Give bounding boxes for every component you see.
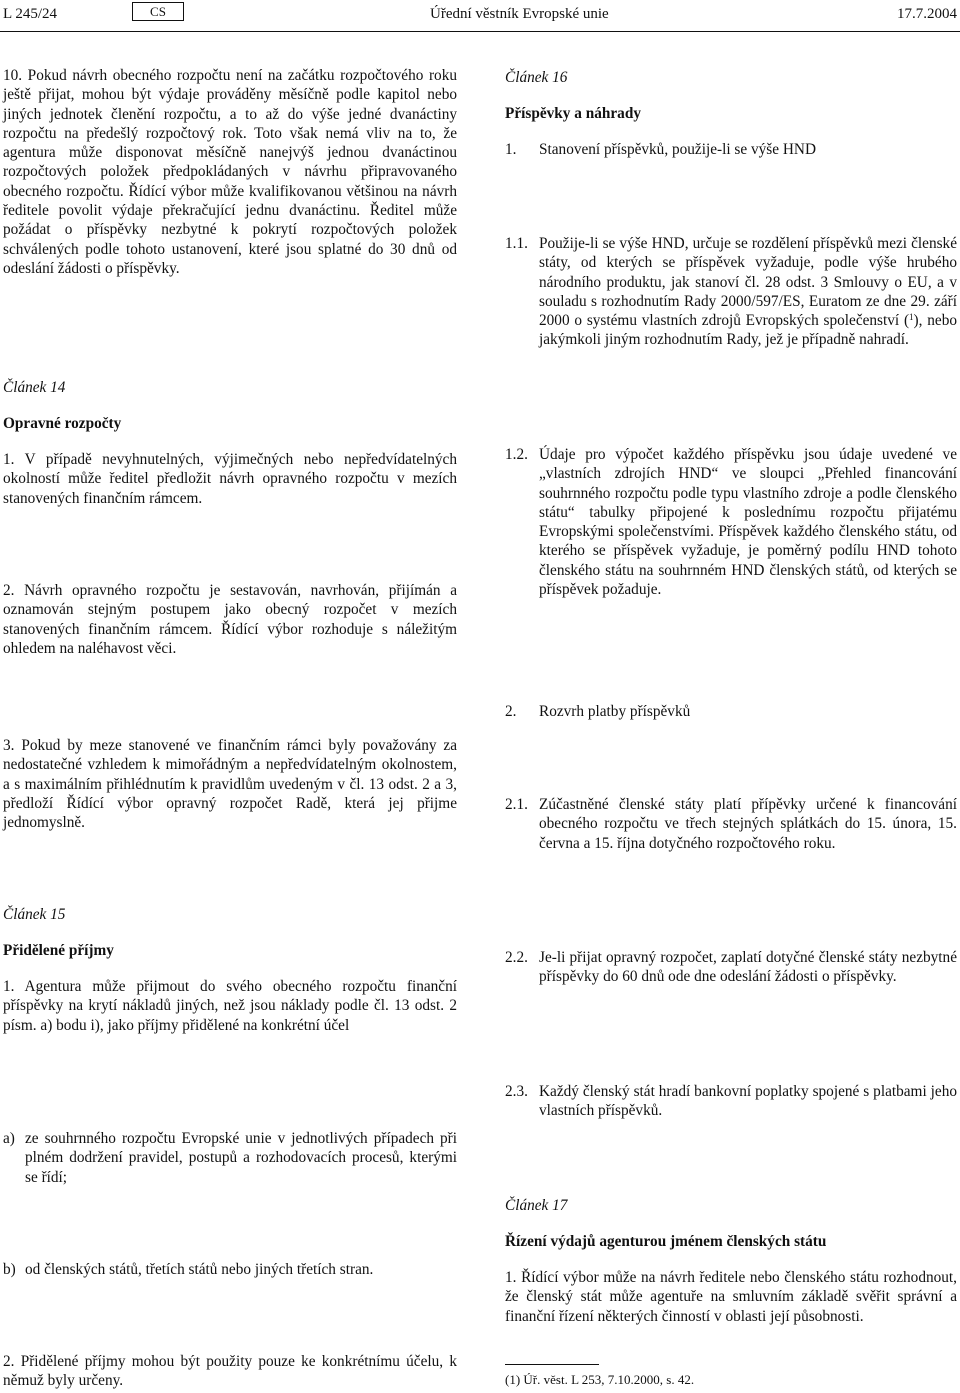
item-b-text: od členských států, třetích států nebo jiných třetích stran.: [25, 1261, 374, 1278]
section-2-1: [505, 795, 957, 853]
section-1-1-label: 1.1.: [505, 235, 528, 252]
section-2-3: [505, 1082, 957, 1121]
section-2-2-text: Je-li přijat opravný rozpočet, zaplatí dotyčné členské státy nezbytné příspěvky do 60 dnů ode dne odeslání žádosti o příspěvky.: [539, 949, 957, 986]
article-16-heading: Článek 16: [505, 69, 568, 86]
footnote-rule: [505, 1364, 599, 1365]
section-1: [505, 140, 957, 159]
language-badge: CS: [132, 2, 184, 21]
section-1-1-text: [539, 234, 957, 350]
journal-title: Úřední věstník Evropské unie: [430, 6, 609, 22]
article-14-paragraph-2: 2. Návrh opravného rozpočtu je sestavován, navrhován, přijímán a oznamován stejným postupem jako obecný rozpočet v mezích stanovených finančním rámcem. Řídící výbor rozhoduje s náležitým ohledem na naléhavost věci.: [3, 582, 457, 657]
publication-date: 17.7.2004: [897, 6, 957, 22]
section-1-text: Stanovení příspěvků, použije-li se výše HND: [539, 141, 816, 158]
article-15-heading: Článek 15: [3, 906, 66, 923]
section-2-1-label: 2.1.: [505, 796, 528, 813]
article-17-paragraph-1: 1. Řídící výbor může na návrh ředitele nebo členského státu rozhodnout, že členský stát může agentuře na smluvním základě svěřit správní a finanční řízení některých činností v oblasti její působnosti.: [505, 1269, 957, 1325]
article-16-title: Příspěvky a náhrady: [505, 105, 641, 122]
item-b-label: b): [3, 1261, 16, 1278]
header-rule: [0, 31, 960, 32]
section-1-2-text: Údaje pro výpočet každého příspěvku jsou údaje uvedené ve „vlastních zdrojích HND“ ve sloupci „Přehled financování souhrnného rozpočtu podle typu vlastního zdroje a podle členského státu“ tabulky připojené k poslednímu rozpočtu přijatému Evropskými společenstvími. Příspěvek každého členského státu, od kterého se příspěvek vyžaduje, je poměrný podílu HND tohoto členského státu na souhrnném HND členských států, od kterých se příspěvek požaduje.: [539, 446, 957, 599]
section-1-2-label: 1.2.: [505, 446, 528, 463]
article-14-heading: Článek 14: [3, 379, 66, 396]
item-a-label: a): [3, 1130, 15, 1147]
section-1-label: 1.: [505, 141, 517, 158]
page-header: [0, 0, 960, 32]
section-2-2: [505, 948, 957, 987]
footnote: (1) Úř. věst. L 253, 7.10.2000, s. 42.: [505, 1372, 695, 1387]
section-1-1-text-part-a: Použije-li se výše HND, určuje se rozdělení příspěvků mezi členské státy, od kterých se příspěvek vyžaduje, podle výše hrubého národního produktu, jak stanoví čl. 28 odst. 3 Smlouvy o EU, a v souladu s rozhodnutím Rady 2000/597/ES, Euratom ze dne 29. září 2000 o systému vlastních zdrojů Evropských společenství (: [539, 235, 957, 330]
section-1-1-text-part-b: ), nebo jakýmkoli jiným rozhodnutím Rady, jež je případně nahradí.: [539, 312, 957, 349]
article-14-paragraph-3: 3. Pokud by meze stanovené ve finančním rámci byly považovány za nedostatečné vzhledem k mimořádným a nepředvídatelným okolnostem, a s maximálním přihlédnutím k pravidlům uvedeným v čl. 13 odst. 2 a 3, předloží Řídící výbor opravný rozpočet Radě, která jej přijme jednomyslně.: [3, 737, 457, 832]
section-1-1: [505, 234, 957, 350]
section-2-3-label: 2.3.: [505, 1083, 528, 1100]
section-2-label: 2.: [505, 703, 517, 720]
section-1-2: [505, 445, 957, 599]
article-14-paragraph-1: 1. V případě nevyhnutelných, výjimečných nebo nepředvídatelných okolností může ředitel předložit návrh opravného rozpočtu v mezích stanovených finančním rámcem.: [3, 451, 457, 507]
section-2-2-label: 2.2.: [505, 949, 528, 966]
article-15-item-a: [3, 1129, 457, 1187]
article-17-heading: Článek 17: [505, 1197, 568, 1214]
article-15-paragraph-2: 2. Přidělené příjmy mohou být použity pouze ke konkrétnímu účelu, k němuž byly určeny.: [3, 1353, 457, 1390]
article-15-paragraph-1: 1. Agentura může přijmout do svého obecného rozpočtu finanční příspěvky na krytí nákladů jiných, než jsou náklady podle čl. 13 odst. 2 písm. a) bodu i), jako příjmy přidělené na konkrétní účel: [3, 978, 457, 1034]
paragraph-10: 10. Pokud návrh obecného rozpočtu není na začátku rozpočtového roku ještě přijat, mohou být výdaje prováděny měsíčně podle kapitol nebo jiných jednotek členění rozpočtu, a to až do výše jedné dvanáctiny rozpočtu na předešlý rozpočtový rok. Toto však nemá vliv na to, že agentura může disponovat měsíčně nanejvýš jednou dvanáctinou rozpočtových položek předpokládaných v návrhu připravovaného obecného rozpočtu. Řídící výbor může kvalifikovanou většinou na návrh ředitele povolit výdaje překračující jednu dvanáctinu. Ředitel může požádat o příspěvky nezbytné k pokrytí rozpočtových položek schválených podle tohoto ustanovení, které jsou splatné do 30 dnů od odeslání žádosti o příspěvky.: [3, 67, 457, 277]
section-2-text: Rozvrh platby příspěvků: [539, 703, 691, 720]
article-14-title: Opravné rozpočty: [3, 415, 122, 432]
footnote-reference: 1: [909, 312, 914, 323]
section-2-1-text: Zúčastněné členské státy platí přípěvky určené k financování obecného rozpočtu ve třech stejných splátkách do 15. února, 15. června a 15. října dotyčného rozpočtového roku.: [539, 796, 957, 852]
item-a-text: ze souhrnného rozpočtu Evropské unie v jednotlivých případech při plném dodržení pravidel, postupů a rozhodovacích procesů, kterými se řídí;: [25, 1130, 457, 1186]
section-2: [505, 702, 957, 721]
page-reference: L 245/24: [3, 6, 58, 22]
section-2-3-text: Každý členský stát hradí bankovní poplatky spojené s platbami jeho vlastních příspěvků.: [539, 1083, 957, 1120]
article-17-title: Řízení výdajů agenturou jménem členských státu: [505, 1233, 827, 1250]
article-15-item-b: [3, 1260, 457, 1279]
article-15-title: Přidělené příjmy: [3, 942, 114, 959]
